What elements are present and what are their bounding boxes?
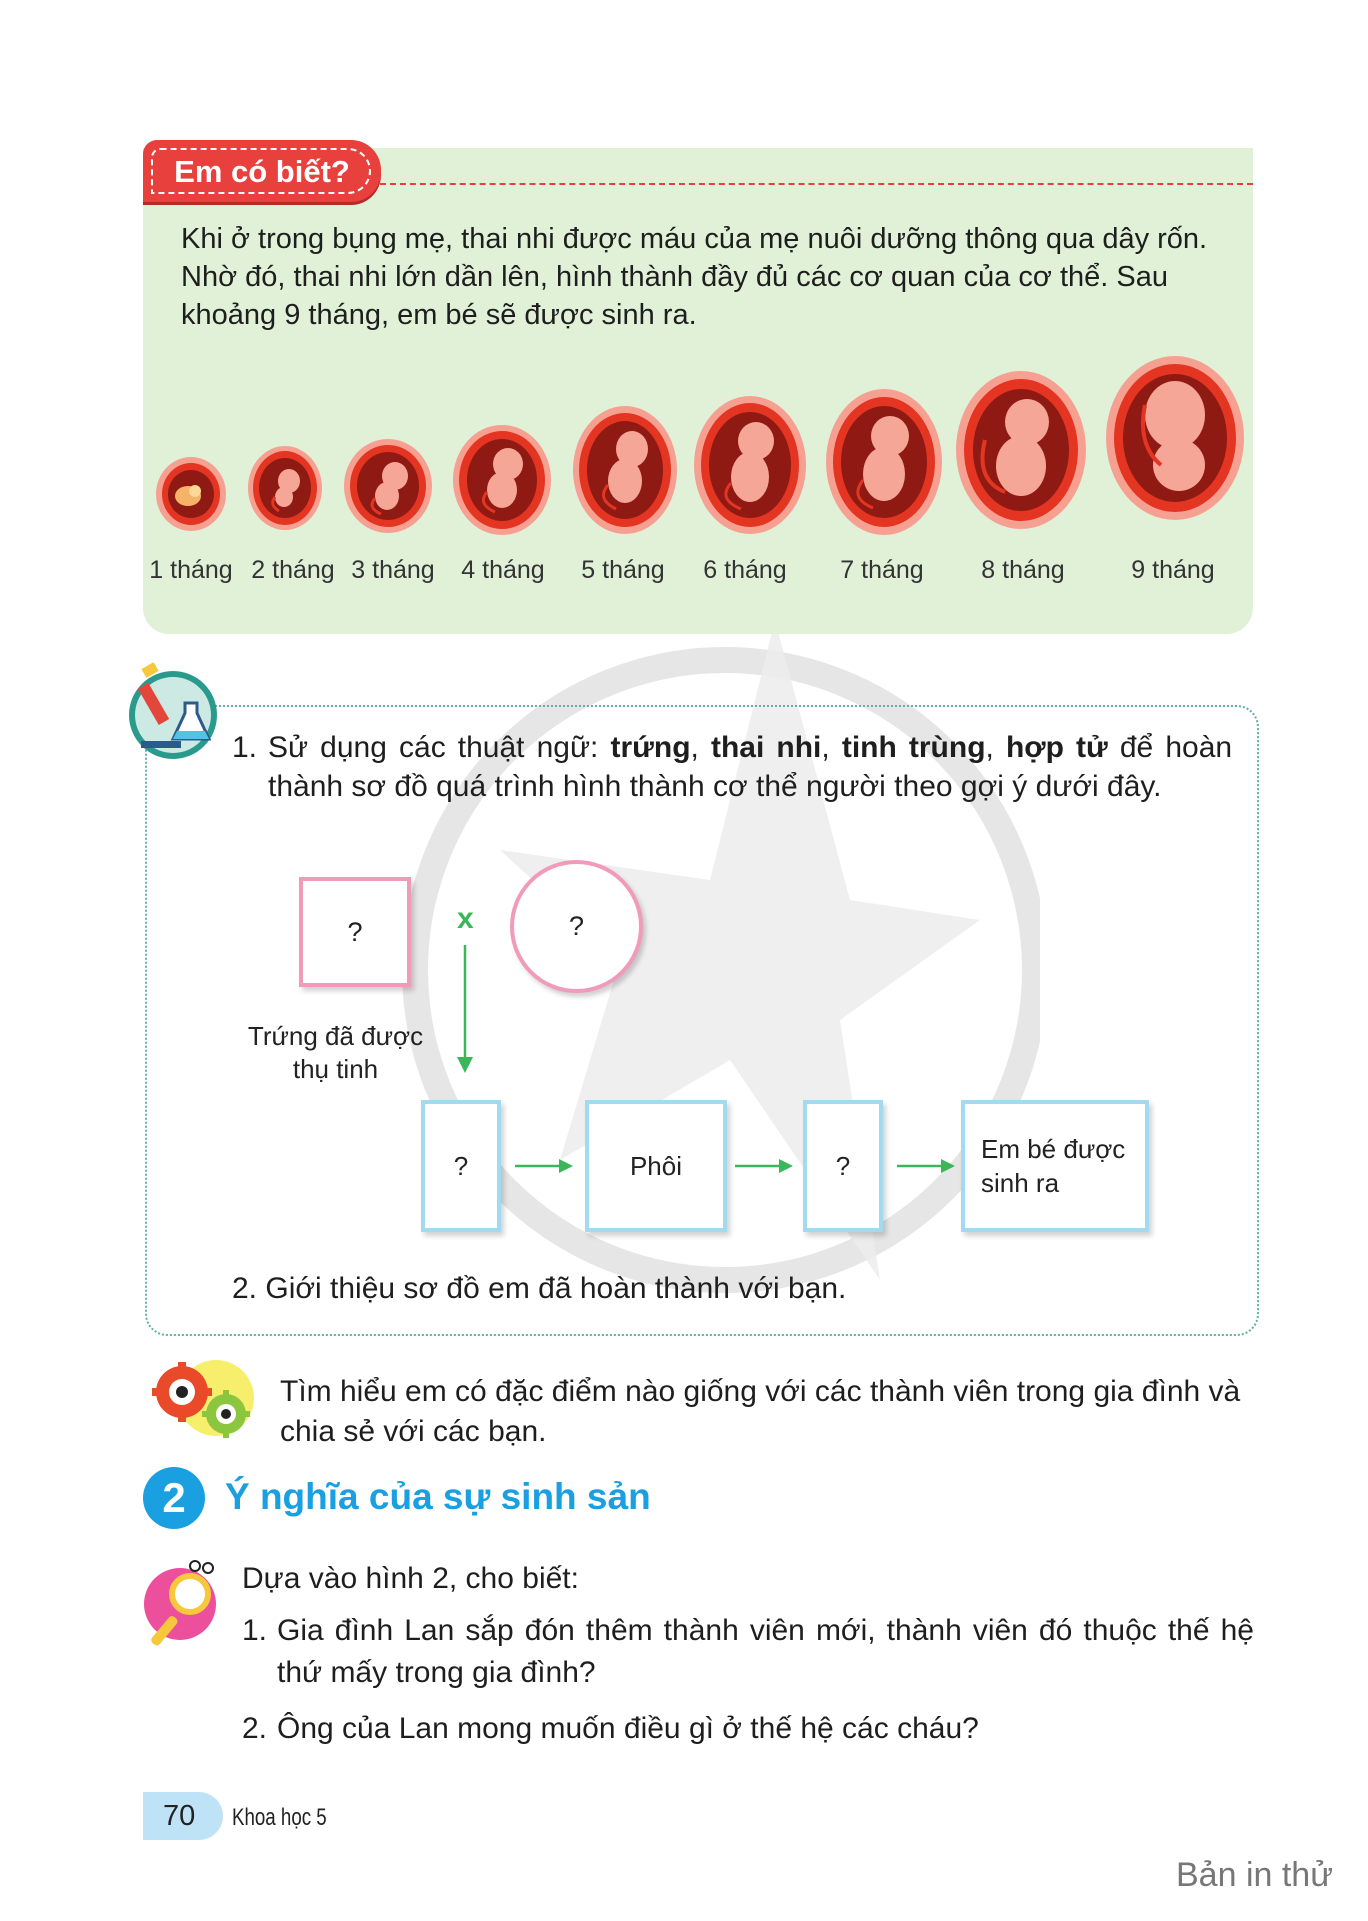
- embryo-month-7: [825, 388, 943, 536]
- embryo-month-2: [247, 445, 323, 531]
- arrow-right-2: [735, 1156, 795, 1176]
- magnifier-icon: [140, 1560, 230, 1660]
- book-title: Khoa học 5: [232, 1804, 327, 1831]
- diagram-circle-top: ?: [510, 860, 643, 993]
- microscope-flask-icon: [125, 653, 225, 763]
- list-item: 1. Gia đình Lan sắp đón thêm thành viên mới, thành viên đó thuộc thế hệ thứ mấy trong gia đình?: [242, 1614, 1254, 1689]
- month-label-5: 5 tháng: [581, 556, 665, 584]
- did-you-know-tag: [143, 140, 381, 202]
- arrow-right-3: [897, 1156, 957, 1176]
- month-label-3: 3 tháng: [351, 556, 435, 584]
- month-label-8: 8 tháng: [981, 556, 1065, 584]
- diagram-step-4: [961, 1100, 1149, 1232]
- embryo-month-6: [693, 395, 807, 535]
- list-item: 2. Ông của Lan mong muốn điều gì ở thế hệ các cháu?: [242, 1712, 979, 1745]
- arrow-right-1: [515, 1156, 575, 1176]
- question-1-number: 1.: [232, 731, 258, 764]
- embryo-month-3: [343, 438, 433, 534]
- term-zygote: hợp tử: [1005, 731, 1108, 764]
- question-1-prefix: Sử dụng các thuật ngữ:: [268, 731, 611, 764]
- embryo-month-8: [955, 370, 1087, 530]
- question-1: 1. Sử dụng các thuật ngữ: trứng, thai nhi, tinh trùng, hợp tử để hoàn thành sơ đồ quá trình hình thành cơ thể người theo gợi ý dưới đây.: [232, 728, 1232, 806]
- embryo-month-4: [452, 424, 552, 536]
- month-label-4: 4 tháng: [461, 556, 545, 584]
- question-1-suffix: để hoàn thành sơ đồ quá trình hình thành cơ thể người theo gợi ý dưới đây.: [268, 731, 1233, 803]
- cross-symbol: x: [457, 902, 474, 935]
- did-you-know-title: Em có biết?: [174, 154, 350, 189]
- arrow-down: [455, 945, 475, 1075]
- term-egg: trứng: [610, 731, 691, 764]
- month-label-1: 1 tháng: [149, 556, 233, 584]
- section-intro: Dựa vào hình 2, cho biết:: [242, 1562, 579, 1595]
- explore-text: Tìm hiểu em có đặc điểm nào giống với các thành viên trong gia đình và chia sẻ với các bạn.: [280, 1375, 1241, 1448]
- page-number: 70: [163, 1800, 196, 1832]
- diagram-step-1: ?: [421, 1100, 501, 1232]
- diagram-step-3: ?: [803, 1100, 883, 1232]
- tag-dashed-line: [380, 183, 1253, 185]
- month-label-7: 7 tháng: [840, 556, 924, 584]
- section-questions: [242, 1610, 1254, 1764]
- month-label-6: 6 tháng: [703, 556, 787, 584]
- gears-icon: [146, 1358, 264, 1440]
- section-title: Ý nghĩa của sự sinh sản: [225, 1476, 651, 1517]
- section-number-badge: 2: [143, 1467, 205, 1529]
- print-proof-label: Bản in thử: [1176, 1856, 1333, 1894]
- fertilized-egg-label: Trứng đã được thụ tinh: [247, 1021, 424, 1084]
- diagram-box-top-left: ?: [299, 877, 411, 987]
- question-2: 2. Giới thiệu sơ đồ em đã hoàn thành với bạn.: [232, 1272, 847, 1305]
- month-label-2: 2 tháng: [251, 556, 335, 584]
- diagram-step-2: Phôi: [585, 1100, 727, 1232]
- embryo-month-9: [1105, 355, 1245, 521]
- embryo-month-1: [154, 455, 228, 533]
- term-fetus: thai nhi: [710, 731, 822, 764]
- did-you-know-text: Khi ở trong bụng mẹ, thai nhi được máu của mẹ nuôi dưỡng thông qua dây rốn. Nhờ đó, thai nhi lớn dần lên, hình thành đầy đủ các cơ quan của cơ thể. Sau khoảng 9 tháng, em bé sẽ được sinh ra.: [181, 223, 1208, 331]
- diagram-step-4-text: Em bé được sinh ra: [981, 1134, 1126, 1198]
- month-label-9: 9 tháng: [1131, 556, 1215, 584]
- embryo-month-5: [572, 405, 678, 535]
- term-sperm: tinh trùng: [841, 731, 986, 764]
